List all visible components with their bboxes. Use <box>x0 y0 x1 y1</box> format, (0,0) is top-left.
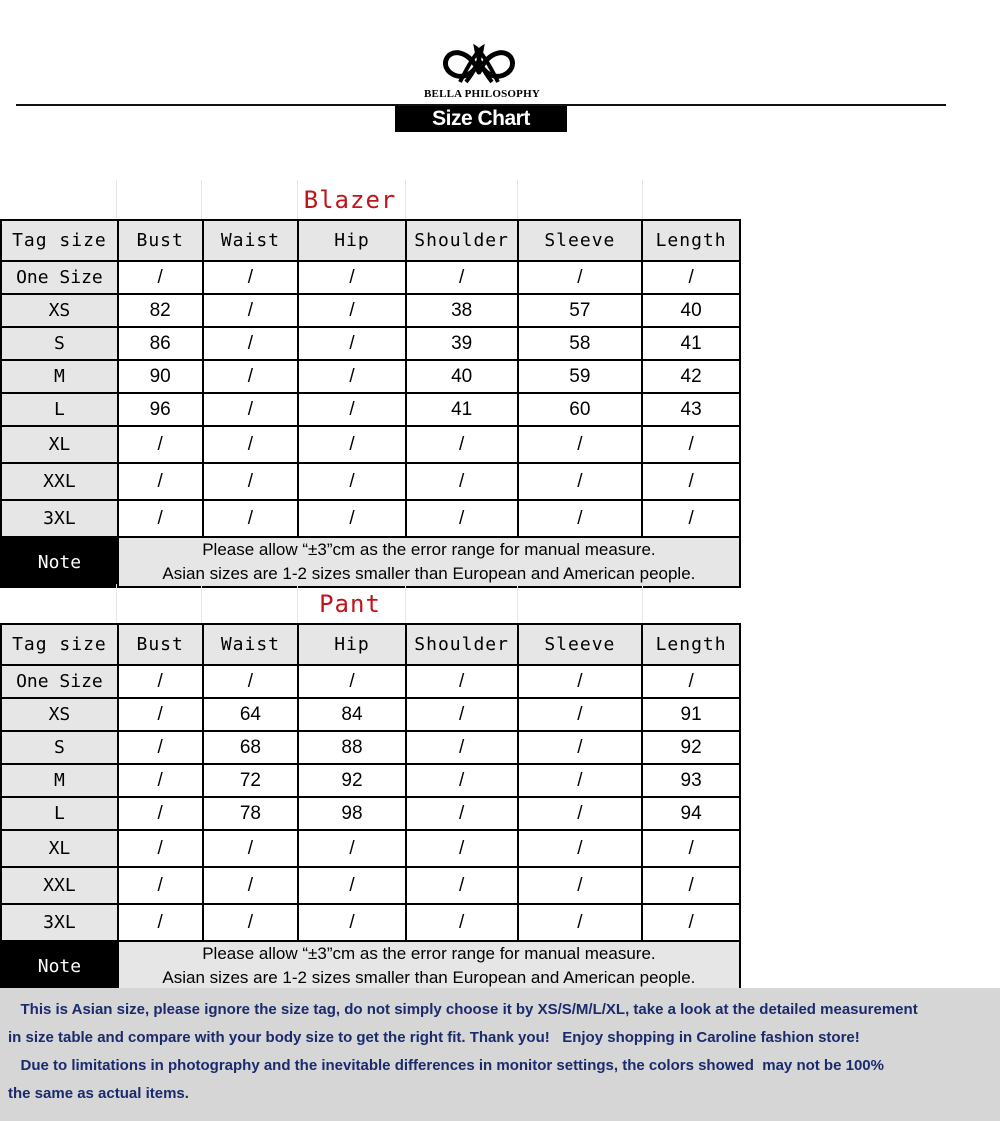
blazer-col-header: Waist <box>203 220 299 261</box>
table-row <box>1 261 740 294</box>
measurement-cell: / <box>118 665 203 698</box>
measurement-cell: / <box>406 764 518 797</box>
measurement-cell: / <box>203 665 299 698</box>
tag-size-cell: M <box>1 764 118 797</box>
blazer-title-row <box>0 180 741 220</box>
measurement-cell: 40 <box>642 294 740 327</box>
footer-notice <box>0 988 1000 1121</box>
tag-size-cell: XL <box>1 830 118 867</box>
measurement-cell: 40 <box>406 360 518 393</box>
measurement-cell: / <box>642 261 740 294</box>
pant-title-row <box>0 584 741 624</box>
measurement-cell: 60 <box>518 393 643 426</box>
measurement-cell: / <box>518 867 643 904</box>
measurement-cell: / <box>406 867 518 904</box>
note-label: Note <box>1 537 118 587</box>
measurement-cell: / <box>642 426 740 463</box>
tag-size-cell: M <box>1 360 118 393</box>
measurement-cell: 92 <box>298 764 405 797</box>
blazer-col-header: Bust <box>118 220 203 261</box>
measurement-cell: / <box>518 426 643 463</box>
table-row <box>1 764 740 797</box>
note-text <box>118 537 740 587</box>
footer-line-1: This is Asian size, please ignore the size tag, do not simply choose it by XS/S/M/L/XL, take a look at the detailed measurement <box>8 1001 918 1018</box>
measurement-cell: / <box>203 463 299 500</box>
measurement-cell: / <box>298 360 405 393</box>
measurement-cell: / <box>118 904 203 941</box>
measurement-cell: / <box>298 261 405 294</box>
measurement-cell: / <box>203 830 299 867</box>
footer-line-3: Due to limitations in photography and the inevitable differences in monitor settings, the colors showed may not be 100% <box>8 1057 884 1074</box>
measurement-cell: / <box>642 904 740 941</box>
footer-line-4: the same as actual items. <box>8 1085 189 1102</box>
measurement-cell: / <box>118 500 203 537</box>
table-row <box>1 665 740 698</box>
note-line-1: Please allow “±3”cm as the error range for manual measure. <box>202 540 656 559</box>
brand-logo-icon <box>440 42 518 90</box>
measurement-cell: / <box>406 797 518 830</box>
measurement-cell: 78 <box>203 797 299 830</box>
measurement-cell: 98 <box>298 797 405 830</box>
measurement-cell: / <box>642 867 740 904</box>
measurement-cell: 90 <box>118 360 203 393</box>
measurement-cell: / <box>518 463 643 500</box>
measurement-cell: 57 <box>518 294 643 327</box>
blazer-note-row <box>1 537 740 587</box>
measurement-cell: 64 <box>203 698 299 731</box>
measurement-cell: / <box>118 867 203 904</box>
measurement-cell: / <box>203 360 299 393</box>
measurement-cell: 43 <box>642 393 740 426</box>
table-row <box>1 867 740 904</box>
measurement-cell: 58 <box>518 327 643 360</box>
table-row <box>1 426 740 463</box>
measurement-cell: / <box>642 463 740 500</box>
tag-size-cell: S <box>1 327 118 360</box>
measurement-cell: 93 <box>642 764 740 797</box>
size-chart-banner: Size Chart <box>395 106 567 132</box>
measurement-cell: / <box>203 393 299 426</box>
measurement-cell: / <box>118 698 203 731</box>
table-row <box>1 327 740 360</box>
measurement-cell: / <box>518 764 643 797</box>
blazer-col-header: Tag size <box>1 220 118 261</box>
measurement-cell: / <box>298 500 405 537</box>
measurement-cell: / <box>298 867 405 904</box>
tag-size-cell: XXL <box>1 867 118 904</box>
measurement-cell: / <box>406 731 518 764</box>
header: BELLA PHILOSOPHY Size Chart <box>0 0 1000 140</box>
measurement-cell: 42 <box>642 360 740 393</box>
measurement-cell: 84 <box>298 698 405 731</box>
tag-size-cell: XXL <box>1 463 118 500</box>
measurement-cell: / <box>298 393 405 426</box>
measurement-cell: / <box>406 698 518 731</box>
footer-line-2: in size table and compare with your body size to get the right fit. Thank you! Enjoy shopping in Caroline fashion store! <box>8 1029 860 1046</box>
measurement-cell: 88 <box>298 731 405 764</box>
pant-col-header: Tag size <box>1 624 118 665</box>
measurement-cell: / <box>406 830 518 867</box>
tag-size-cell: 3XL <box>1 904 118 941</box>
table-row <box>1 500 740 537</box>
measurement-cell: / <box>203 867 299 904</box>
measurement-cell: / <box>518 904 643 941</box>
table-row <box>1 463 740 500</box>
measurement-cell: / <box>203 327 299 360</box>
measurement-cell: / <box>518 500 643 537</box>
pant-col-header: Bust <box>118 624 203 665</box>
pant-header-row <box>1 624 740 665</box>
measurement-cell: / <box>406 904 518 941</box>
measurement-cell: 59 <box>518 360 643 393</box>
note-line-1: Please allow “±3”cm as the error range for manual measure. <box>202 944 656 963</box>
measurement-cell: / <box>118 261 203 294</box>
tag-size-cell: XS <box>1 294 118 327</box>
measurement-cell: 94 <box>642 797 740 830</box>
measurement-cell: / <box>642 830 740 867</box>
pant-col-header: Shoulder <box>406 624 518 665</box>
blazer-title: Blazer <box>303 186 397 214</box>
measurement-cell: 39 <box>406 327 518 360</box>
blazer-col-header: Sleeve <box>518 220 643 261</box>
table-row <box>1 830 740 867</box>
measurement-cell: / <box>298 463 405 500</box>
table-row <box>1 360 740 393</box>
measurement-cell: 41 <box>642 327 740 360</box>
measurement-cell: / <box>298 294 405 327</box>
measurement-cell: / <box>642 500 740 537</box>
measurement-cell: / <box>118 797 203 830</box>
measurement-cell: / <box>118 426 203 463</box>
measurement-cell: / <box>406 665 518 698</box>
pant-col-header: Waist <box>203 624 299 665</box>
measurement-cell: 38 <box>406 294 518 327</box>
measurement-cell: / <box>518 731 643 764</box>
measurement-cell: / <box>203 426 299 463</box>
blazer-size-table <box>0 219 741 588</box>
tag-size-cell: L <box>1 393 118 426</box>
tag-size-cell: One Size <box>1 665 118 698</box>
measurement-cell: / <box>406 463 518 500</box>
pant-col-header: Hip <box>298 624 405 665</box>
tag-size-cell: XS <box>1 698 118 731</box>
note-line-2: Asian sizes are 1-2 sizes smaller than European and American people. <box>162 968 696 987</box>
note-text <box>118 941 740 991</box>
note-line-2: Asian sizes are 1-2 sizes smaller than European and American people. <box>162 564 696 583</box>
measurement-cell: / <box>406 261 518 294</box>
blazer-col-header: Shoulder <box>406 220 518 261</box>
measurement-cell: / <box>518 261 643 294</box>
measurement-cell: / <box>203 261 299 294</box>
tag-size-cell: XL <box>1 426 118 463</box>
measurement-cell: / <box>518 830 643 867</box>
measurement-cell: / <box>118 830 203 867</box>
tag-size-cell: 3XL <box>1 500 118 537</box>
measurement-cell: / <box>518 797 643 830</box>
tag-size-cell: S <box>1 731 118 764</box>
measurement-cell: 86 <box>118 327 203 360</box>
tag-size-cell: One Size <box>1 261 118 294</box>
pant-section <box>0 584 741 988</box>
measurement-cell: 72 <box>203 764 299 797</box>
measurement-cell: / <box>203 904 299 941</box>
blazer-col-header: Length <box>642 220 740 261</box>
pant-note-row <box>1 941 740 991</box>
measurement-cell: / <box>298 327 405 360</box>
measurement-cell: / <box>642 665 740 698</box>
blazer-header-row <box>1 220 740 261</box>
note-label: Note <box>1 941 118 991</box>
measurement-cell: / <box>298 665 405 698</box>
measurement-cell: / <box>298 426 405 463</box>
measurement-cell: / <box>298 904 405 941</box>
measurement-cell: 96 <box>118 393 203 426</box>
measurement-cell: 91 <box>642 698 740 731</box>
measurement-cell: 92 <box>642 731 740 764</box>
pant-title: Pant <box>319 590 381 618</box>
pant-col-header: Length <box>642 624 740 665</box>
table-row <box>1 797 740 830</box>
measurement-cell: / <box>118 764 203 797</box>
measurement-cell: / <box>298 830 405 867</box>
measurement-cell: / <box>203 500 299 537</box>
blazer-section <box>0 180 741 584</box>
measurement-cell: 41 <box>406 393 518 426</box>
table-row <box>1 731 740 764</box>
measurement-cell: / <box>118 463 203 500</box>
measurement-cell: / <box>406 500 518 537</box>
pant-size-table <box>0 623 741 992</box>
table-row <box>1 698 740 731</box>
measurement-cell: / <box>518 698 643 731</box>
pant-col-header: Sleeve <box>518 624 643 665</box>
table-row <box>1 294 740 327</box>
blazer-col-header: Hip <box>298 220 405 261</box>
table-row <box>1 904 740 941</box>
measurement-cell: 68 <box>203 731 299 764</box>
measurement-cell: / <box>118 731 203 764</box>
tag-size-cell: L <box>1 797 118 830</box>
measurement-cell: / <box>406 426 518 463</box>
measurement-cell: 82 <box>118 294 203 327</box>
measurement-cell: / <box>518 665 643 698</box>
table-row <box>1 393 740 426</box>
measurement-cell: / <box>203 294 299 327</box>
